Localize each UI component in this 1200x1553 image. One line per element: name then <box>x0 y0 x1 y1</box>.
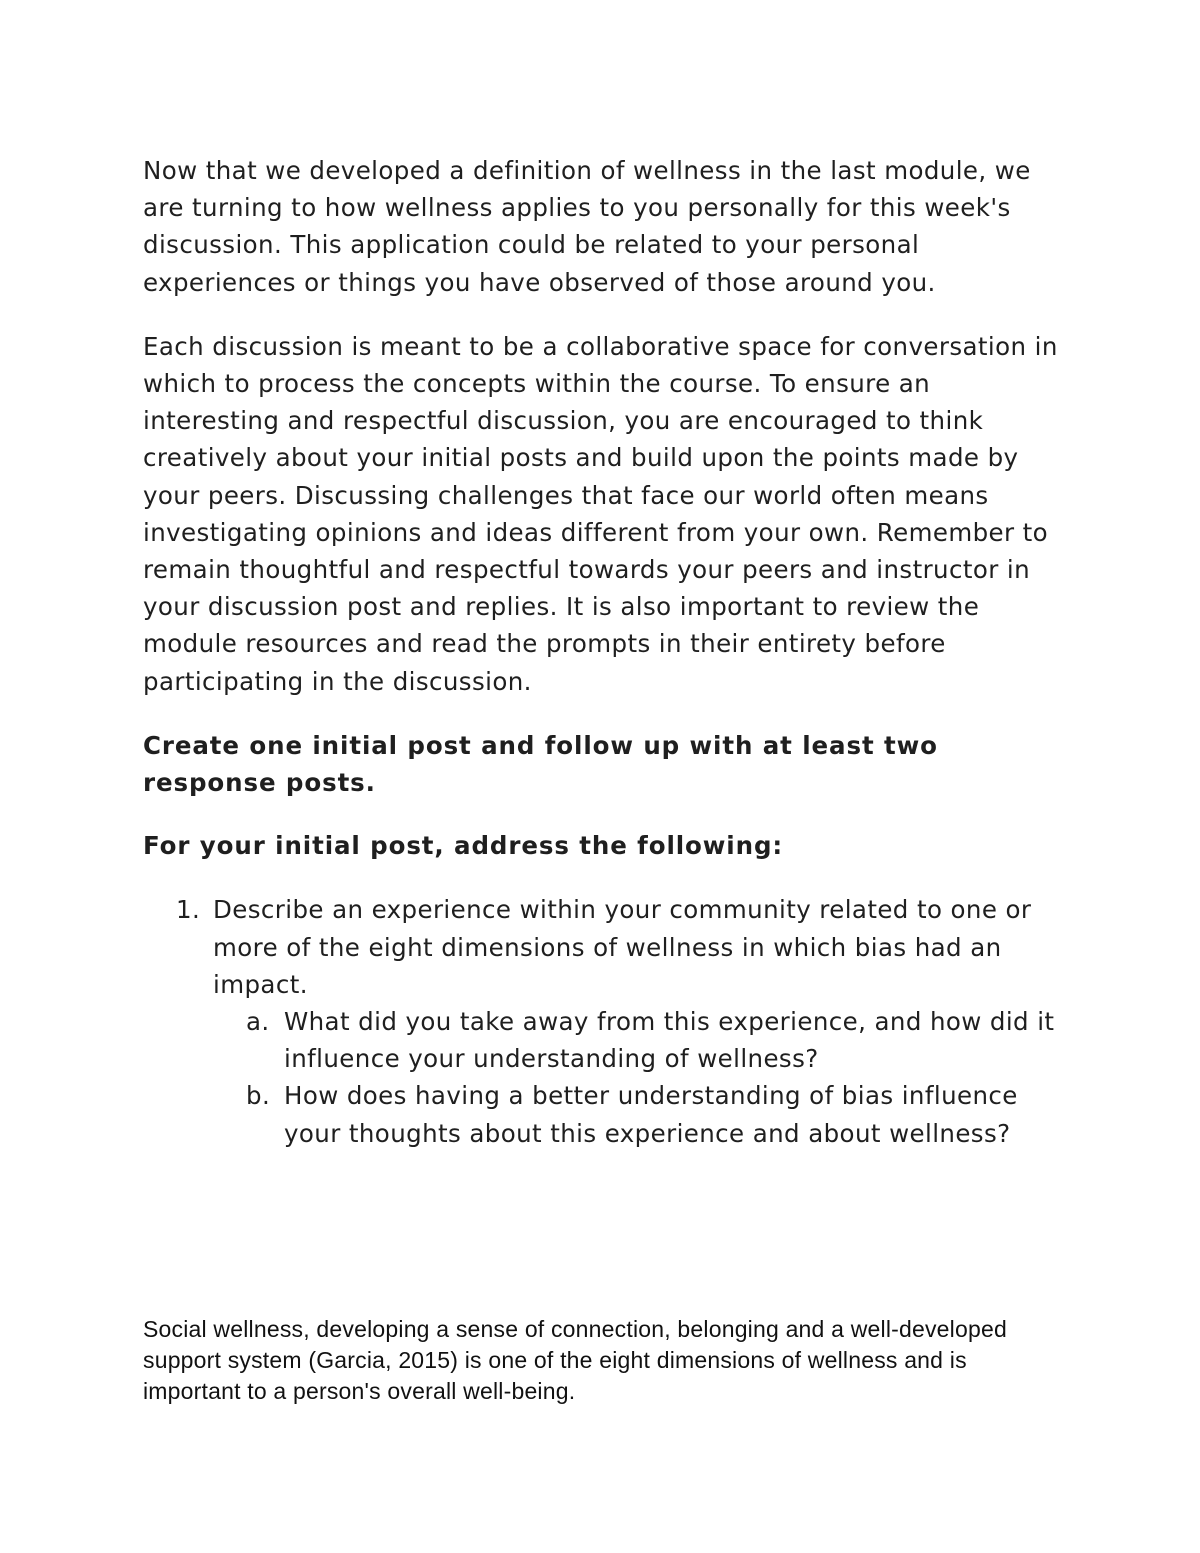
discussion-guidelines-paragraph: Each discussion is meant to be a collaborative space for conversation in which to process the concepts within the course. To ensure an interesting and respectful discussion, you are encouraged to think creatively about your initial posts and build upon the points made by your peers. Discussing challenges that face our world often means investigating opinions and ideas different from your own. Remember to remain thoughtful and respectful towards your peers and instructor in your discussion post and replies. It is also important to review the module resources and read the prompts in their entirety before participating in the discussion. <box>143 331 1058 696</box>
initial-post-heading: For your initial post, address the following: <box>143 831 784 861</box>
sub-list-item <box>213 1003 1073 1077</box>
list-marker: 1. <box>176 895 201 925</box>
sub-list-item-text: How does having a better understanding of bias influence your thoughts about this experience and about wellness? <box>284 1081 1018 1148</box>
list-item <box>143 891 1073 1151</box>
response-paragraph: Social wellness, developing a sense of connection, belonging and a well-developed support system (Garcia, 2015) is one of the eight dimensions of wellness and is important to a person's overall well-being. <box>143 1316 1007 1404</box>
sub-list-item-text: What did you take away from this experience, and how did it influence your understanding of wellness? <box>284 1007 1055 1074</box>
sub-list-marker: b. <box>246 1081 271 1111</box>
document-page <box>143 152 1073 1152</box>
prompt-list <box>143 891 1073 1151</box>
sub-list-item <box>213 1077 1073 1151</box>
sub-prompt-list <box>213 1003 1073 1152</box>
post-requirement-heading: Create one initial post and follow up with at least two response posts. <box>143 730 938 798</box>
intro-paragraph: Now that we developed a definition of wellness in the last module, we are turning to how wellness applies to you personally for this week's discussion. This application could be related to your personal experiences or things you have observed of those around you. <box>143 156 1031 297</box>
sub-list-marker: a. <box>246 1007 270 1037</box>
list-item-text: Describe an experience within your community related to one or more of the eight dimensions of wellness in which bias had an impact. <box>213 895 1032 999</box>
